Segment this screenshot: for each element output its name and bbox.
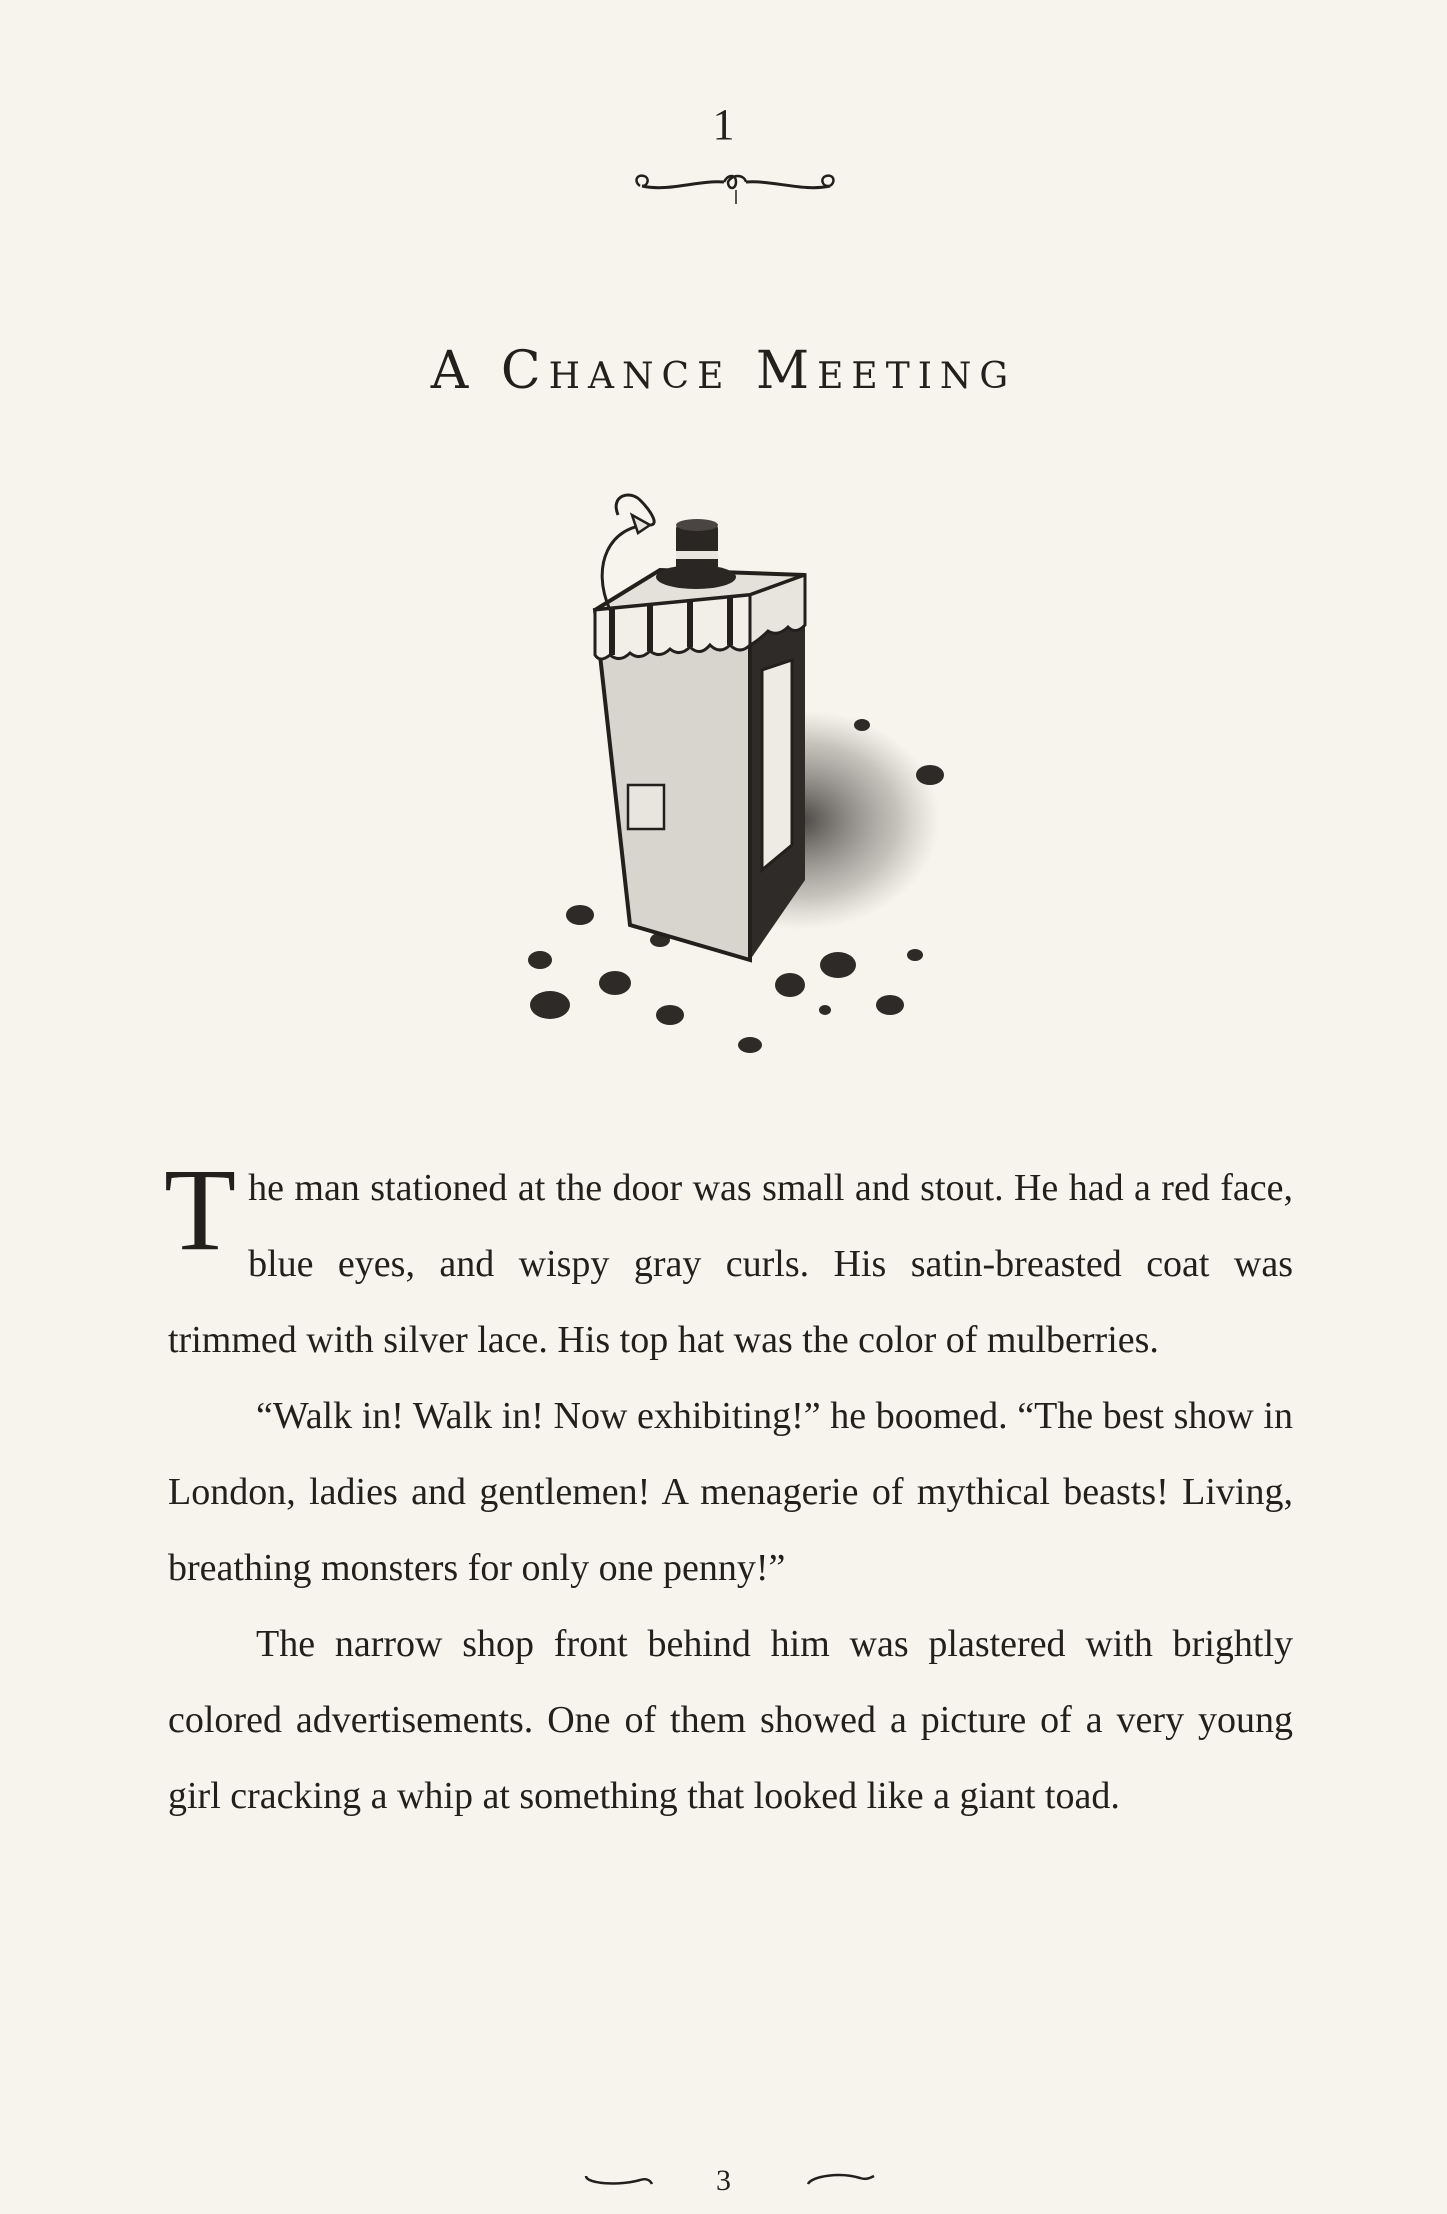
chapter-body [164,1144,1293,1834]
ornamental-flourish-icon [628,160,844,204]
shop-with-top-hat-icon [500,485,970,1085]
paragraph-3: The narrow shop front behind him was plastered with brightly colored advertisements. One of them showed a picture of a very young girl cracking a whip at something that looked like a giant toad. [168,1623,1293,1817]
drop-cap: T [164,1144,237,1275]
paragraph-1 [164,1144,1293,1378]
chapter-number: 1 [712,100,735,149]
page-number: 3 [716,2164,731,2197]
footer-swash-right-icon [800,2168,880,2190]
paragraph-1-text: he man stationed at the door was small and stout. He had a red face, blue eyes, and wispy gray curls. His satin-breasted coat was trimmed with silver lace. His top hat was the color of mulberries. [168,1167,1293,1361]
chapter-title: A Chance Meeting [430,341,1017,401]
paragraph-2: “Walk in! Walk in! Now exhibiting!” he boomed. “The best show in London, ladies and gentlemen! A menagerie of mythical beasts! Living, breathing monsters for only one penny!” [168,1395,1293,1589]
